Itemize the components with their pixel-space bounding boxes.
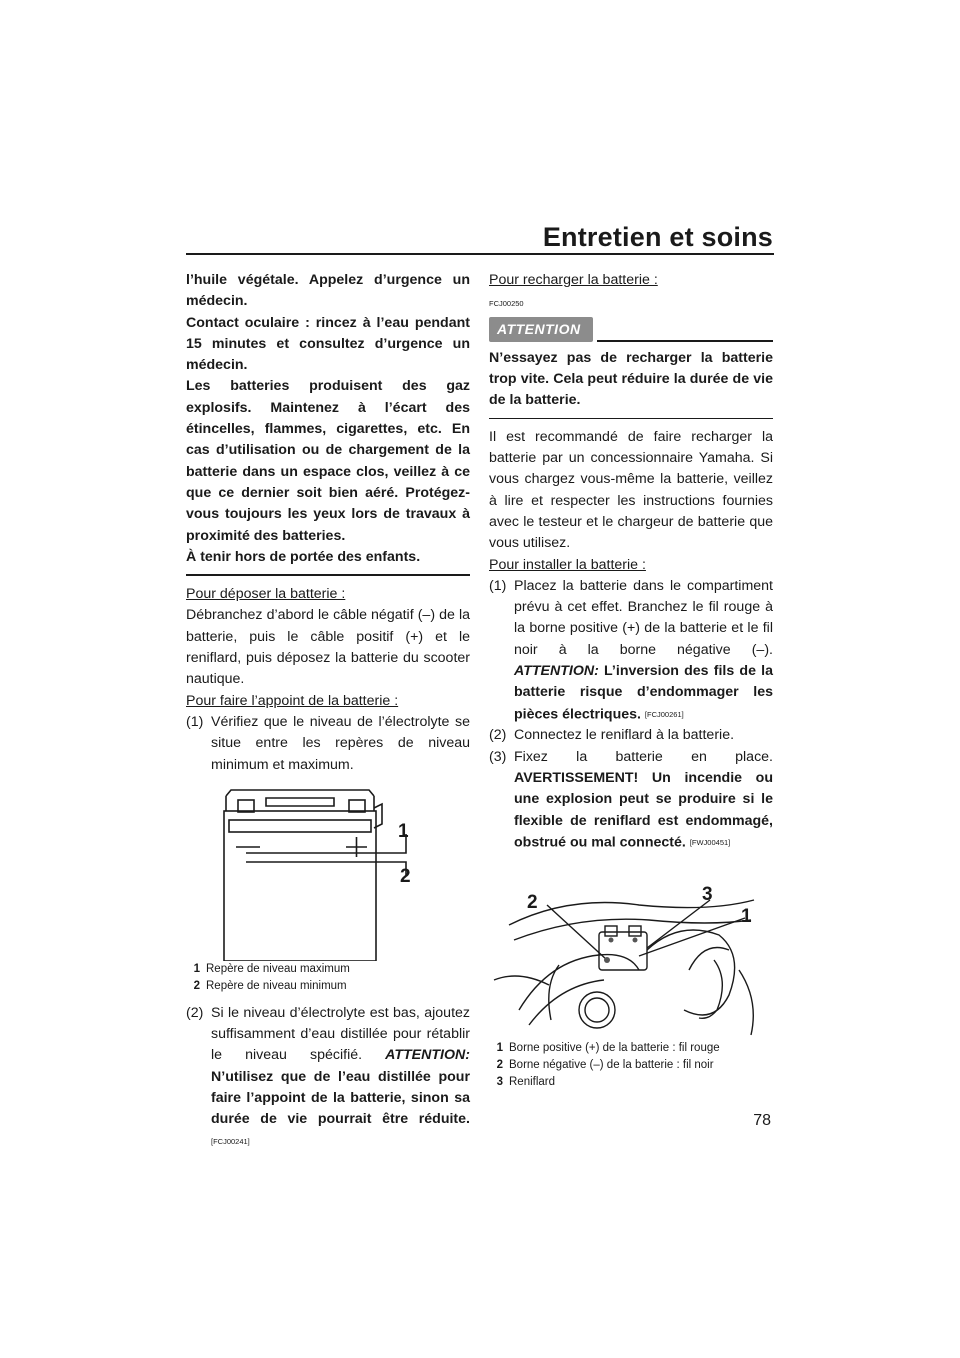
figure-caption [489, 1040, 773, 1057]
step-text-wrap [211, 1003, 470, 1152]
minus-sign [236, 851, 237, 852]
topup-step-1 [186, 712, 470, 776]
reference-code: [FCJ00261] [644, 709, 684, 719]
callout-3: 3 [702, 883, 713, 905]
figure-caption [489, 1057, 773, 1074]
remove-text: Débranchez d’abord le câble négatif (–) de la batterie, puis le câble positif (+) et le reniflard, puis déposez la batterie du scooter nautique. [186, 607, 470, 688]
left-column [186, 270, 470, 1152]
battery-warning [186, 270, 470, 568]
attention-label: ATTENTION: [514, 663, 599, 680]
warning-line: À tenir hors de portée des enfants. [186, 548, 421, 565]
battery-installation-photo [489, 860, 773, 1040]
warning-line: Les batteries produisent des gaz explosifs. Maintenez à l’écart des étincelles, flammes, cigarettes, etc. En cas d’utilisation ou de chargement de la batterie dans un espace clos, veillez à ce que ce dernier soit bien aéré. Protégez-vous toujours les yeux lors de travaux à proximité des batteries. [186, 378, 470, 544]
step-text: Connectez le reniflard à la batterie. [514, 727, 735, 744]
install-step-2 [489, 725, 773, 746]
reference-code: [FWJ00451] [689, 837, 731, 847]
attention-banner [489, 317, 773, 342]
figure-caption [186, 961, 470, 978]
recharge-text: Il est recommandé de faire recharger la batterie par un concessionnaire Yamaha. Si vous chargez vous-même la batterie, veillez à lire et respecter les instructions fournies avec le testeur et le chargeur de batterie que vous utilisez. [489, 428, 773, 552]
caption-text: Repère de niveau maximum [206, 962, 350, 975]
step-text-wrap [514, 747, 773, 854]
attention-rule [597, 340, 773, 342]
caption-text: Repère de niveau minimum [206, 979, 347, 992]
notice-code: FCJ00250 [489, 299, 524, 309]
step-number: (3) [489, 748, 507, 765]
caption-text: Borne négative (–) de la batterie : fil noir [509, 1058, 714, 1071]
caption-number: 1 [193, 962, 200, 975]
remove-heading: Pour déposer la batterie : [186, 586, 346, 603]
step-number: (1) [489, 577, 507, 594]
page-number: 78 [753, 1112, 771, 1129]
step-number: (2) [186, 1004, 204, 1021]
recharge-heading: Pour recharger la batterie : [489, 272, 658, 288]
step-text: Vérifiez que le niveau de l’électrolyte se situe entre les repères de niveau minimum et maximum. [211, 713, 470, 773]
caption-number: 3 [496, 1075, 503, 1088]
notice-end-rule [489, 418, 773, 419]
notice-text: N’essayez pas de recharger la batterie trop vite. Cela peut réduire la durée de vie de la batterie. [489, 349, 773, 409]
warning-line: l’huile végétale. Appelez d’urgence un médecin. [186, 272, 470, 310]
warning-line: Contact oculaire : rincez à l’eau pendant 15 minutes et consultez d’urgence un médecin. [186, 314, 470, 374]
warning-text: AVERTISSEMENT! Un incendie ou une explosion peut se produire si le flexible de reniflard est endommagé, obstrué ou mal connecté. [514, 769, 773, 851]
install-step-1 [489, 576, 773, 725]
callout-2: 2 [400, 865, 411, 887]
title-rule [186, 253, 774, 255]
page-title: Entretien et soins [542, 222, 773, 252]
figure-caption [186, 978, 470, 995]
topup-heading: Pour faire l’appoint de la batterie : [186, 692, 399, 709]
attention-text: L’inversion des fils de la batterie risque d’endommager les pièces électriques. [514, 663, 773, 723]
install-heading: Pour installer la batterie : [489, 556, 646, 573]
caption-number: 2 [193, 979, 200, 992]
attention-text: N’utilisez que de l’eau distillée pour faire l’appoint de la batterie, sinon sa durée de vie pourrait être réduite. [211, 1068, 470, 1128]
caption-number: 2 [496, 1058, 503, 1071]
caption-text: Borne positive (+) de la batterie : fil rouge [509, 1041, 720, 1054]
right-column [489, 270, 773, 1091]
battery-level-illustration [186, 776, 470, 961]
callout-1: 1 [398, 820, 409, 842]
step-text: Fixez la batterie en place. [514, 748, 773, 765]
reference-code: [FCJ00241] [211, 1136, 250, 1146]
attention-tag: ATTENTION [489, 317, 593, 342]
step-number: (2) [489, 727, 507, 744]
caption-number: 1 [496, 1041, 503, 1054]
figure-caption [489, 1074, 773, 1091]
caption-text: Reniflard [509, 1075, 556, 1088]
topup-step-2 [186, 1003, 470, 1152]
attention-label: ATTENTION: [385, 1047, 470, 1064]
step-text-wrap [514, 576, 773, 725]
callout-1: 1 [741, 905, 752, 927]
install-step-3 [489, 747, 773, 854]
step-text: Si le niveau d’électrolyte est bas, ajoutez suffisamment d’eau distillée pour rétablir le niveau spécifié. [211, 1004, 470, 1064]
callout-2: 2 [527, 891, 538, 913]
warning-end-rule [186, 574, 470, 576]
step-text: Placez la batterie dans le compartiment prévu à cet effet. Branchez le fil rouge à la borne positive (+) de la batterie et le fil noir à la borne négative (–). [514, 577, 773, 658]
step-number: (1) [186, 713, 204, 730]
